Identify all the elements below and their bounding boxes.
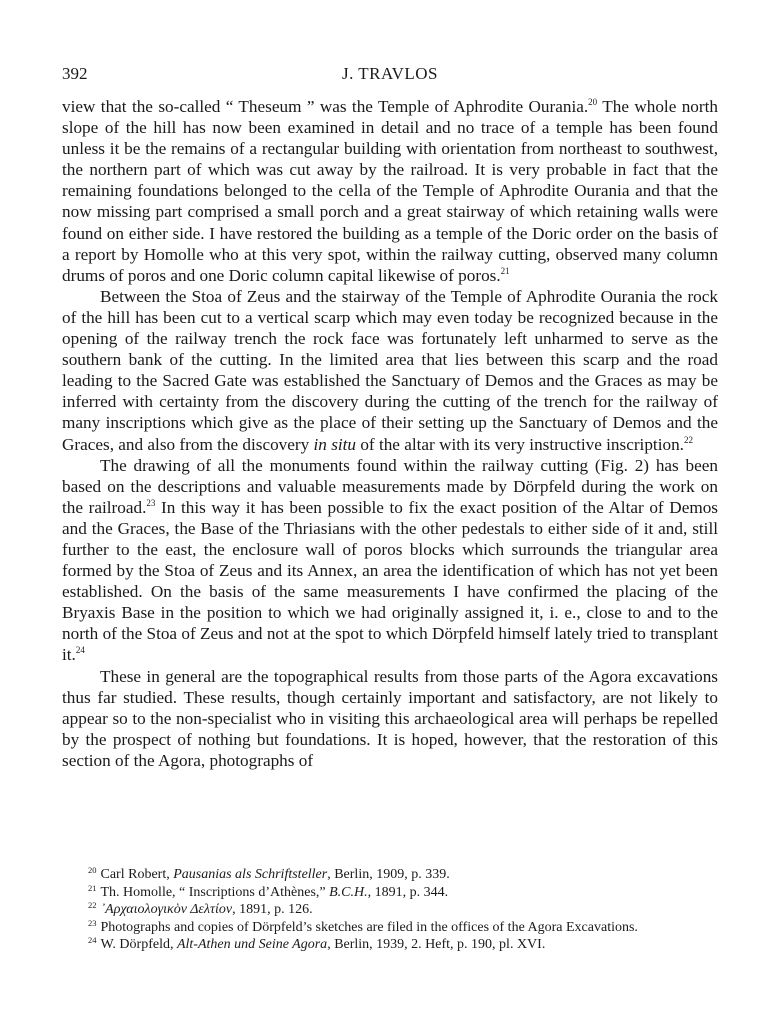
footnote [88,884,728,902]
paragraph [62,286,718,455]
page-header [62,64,718,86]
text-run: The drawing of all the monuments found within the railway cutting (Fig. 2) has been based on the descriptions and valuable measurements made by Dörpfeld during the work on the railroad. [62,455,718,517]
footnote-number: 23 [88,917,97,928]
footnote-number: 21 [88,882,97,893]
footnote-reference: 21 [500,265,510,276]
text-run: Photographs and copies of Dörpfeld’s sketches are filed in the offices of the Agora Excavations. [100,919,638,935]
text-run: , 1891, p. 126. [232,902,313,918]
footnote-reference: 22 [683,434,693,445]
text-run: , 1891, p. 344. [367,884,449,900]
footnote-reference: 23 [146,497,156,508]
italic-text: ᾽Αρχαιολογικὸν Δελτίον [100,902,233,918]
footnote-reference: 20 [588,97,598,107]
text-run: Carl Robert, [100,867,174,882]
footnote [88,866,728,884]
text-run: W. Dörpfeld, [100,937,177,953]
footnotes [88,866,728,954]
text-run: , Berlin, 1939, 2. Heft, p. 190, pl. XVI. [327,937,546,953]
footnote [88,936,728,954]
text-run: In this way it has been possible to fix the exact position of the Altar of Demos and the Graces, the Base of the Thriasians with the other pedestals to either side of it and, still further to the east, the enclosure wall of poros blocks which surrounds the triangular area formed by the Stoa of Zeus and its Annex, an area the identification of which has not yet been established. On the basis of the same measurements I have confirmed the placing of the Bryaxis Base in the position to which we had originally assigned it, i. e., close to and to the north of the Stoa of Zeus and not at the spot to which Dörpfeld himself lately tried to transplant it. [62,497,718,665]
text-run: These in general are the topographical results from those parts of the Agora excavations thus far studied. These results, though certainly important and satisfactory, are not likely to appear so to the non-specialist who in visiting this archaeological area will perhaps be repelled by the prospect of nothing but foundations. It is hoped, however, that the restoration of this section of the Agora, photographs of [62,666,718,770]
paragraph [62,455,718,666]
text-run: , Berlin, 1909, p. 339. [327,867,450,882]
footnote-number: 22 [88,900,97,911]
text-run: Th. Homolle, “ Inscriptions d’Athènes,” [100,884,330,900]
footnote [88,919,728,937]
text-run: view that the so-called “ Theseum ” was the Temple of Aphrodite Ourania. [62,97,589,116]
italic-text: in situ [313,434,357,454]
paragraph [62,666,718,771]
footnote-number: 20 [88,865,97,875]
text-run: The whole north slope of the hill has now been examined in detail and no trace of a temple has been found unless it be the remains of a rectangular building with orientation from northeast to southwest, the northern part of which was cut away by the railroad. It is very probable in fact that the remaining foundations belonged to the cella of the Temple of Aphrodite Ourania and that the now missing part comprised a small porch and a great stairway of which retaining walls were found on either side. I have restored the building as a temple of the Doric order on the basis of a report by Homolle who at this very spot, within the railway cutting, observed many column drums of poros and one Doric column capital likewise of poros. [62,97,718,285]
footnote-reference: 24 [75,645,85,656]
footnote-number: 24 [88,935,97,946]
text-run: of the altar with its very instructive inscription. [356,434,684,454]
page-number: 392 [62,64,88,83]
text-run: Between the Stoa of Zeus and the stairway of the Temple of Aphrodite Ourania the rock of the hill has been cut to a vertical scarp which may even today be recognized because in the opening of the railway trench the rock face was fortunately left unharmed to serve as the southern bank of the cutting. In the limited area that lies between this scarp and the road leading to the Sacred Gate was established the Sanctuary of Demos and the Graces as may be inferred with certainty from the discovery during the cutting of the trench for the railway of many inscriptions which give as the place of their setting up the Sanctuary of Demos and the Graces, and also from the discovery [62,286,718,454]
body-text [62,96,718,771]
running-head: J. TRAVLOS [341,64,438,83]
paragraph [62,96,718,286]
footnote [88,901,728,919]
italic-text: Alt-Athen und Seine Agora [176,937,328,953]
italic-text: Pausanias als Schriftsteller [173,867,328,882]
italic-text: B.C.H. [329,884,368,900]
